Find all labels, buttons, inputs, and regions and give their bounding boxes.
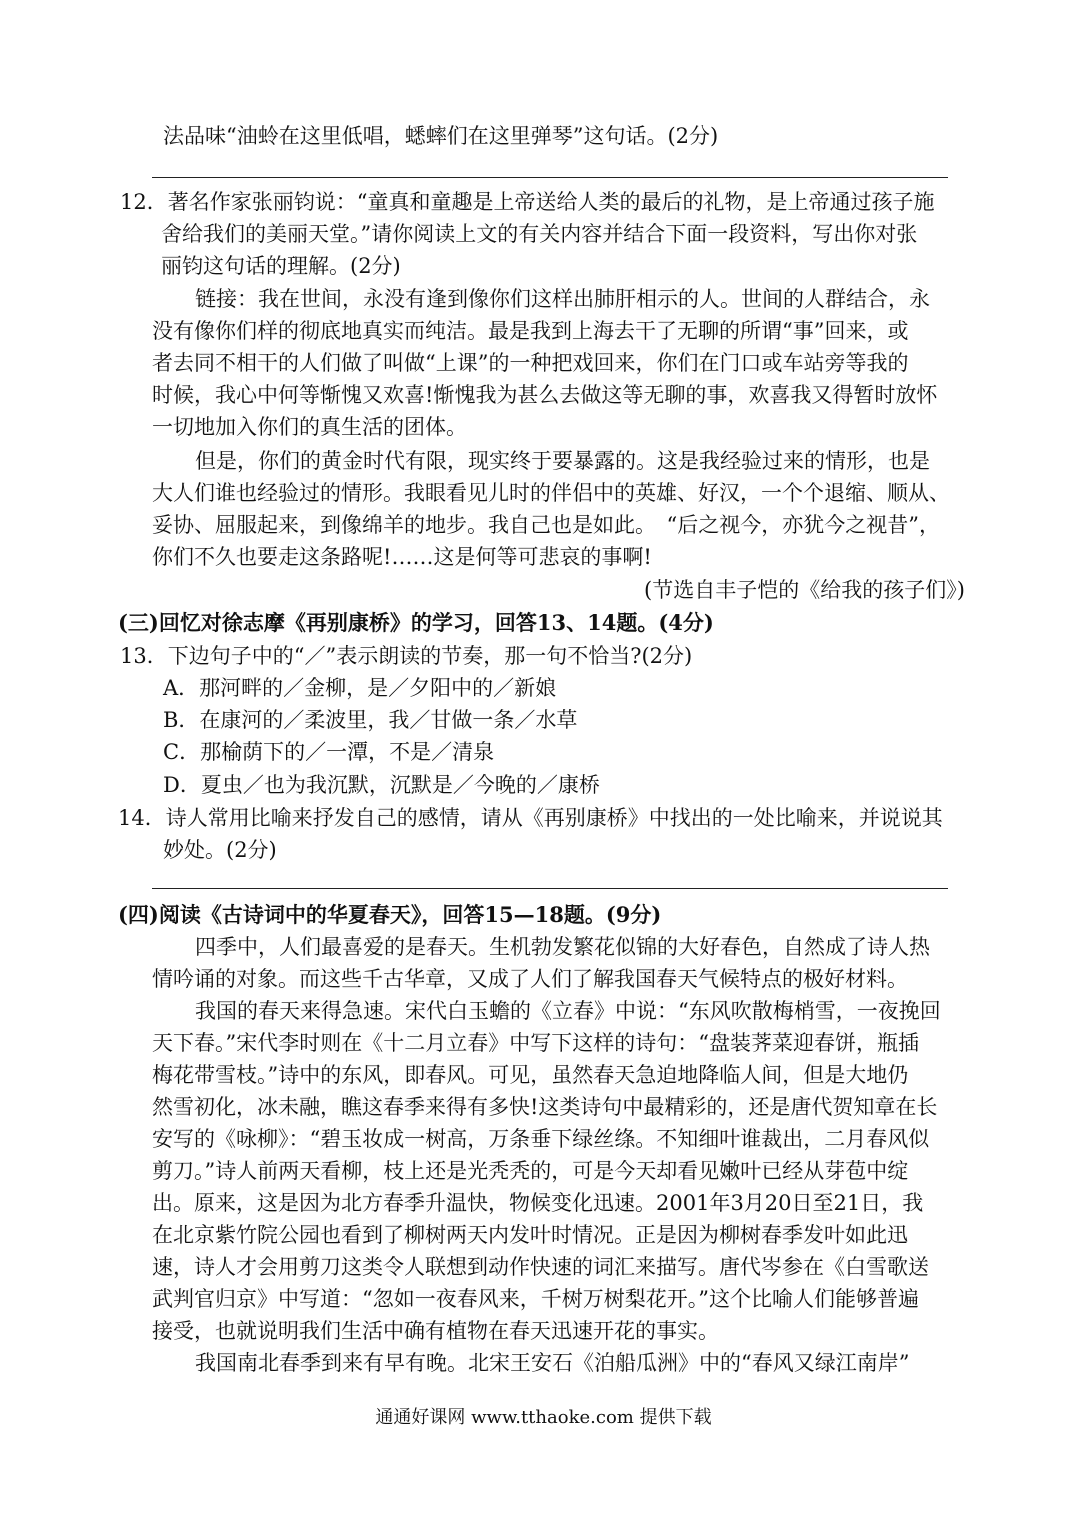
passage-line-4: 天下春。”宋代李时则在《十二月立春》中写下这样的诗句：“盘装荠菜迎春饼，瓶插 — [152, 1031, 919, 1055]
link-line-6: 但是，你们的黄金时代有限，现实终于要暴露的。这是我经验过来的情形，也是 — [195, 449, 930, 473]
q13-option-c: C．那榆荫下的／一潭，不是／清泉 — [163, 740, 495, 764]
q13-option-b: B．在康河的／柔波里，我／甘做一条／水草 — [163, 708, 578, 732]
passage-line-6: 然雪初化，冰未融，瞧这春季来得有多快!这类诗句中最精彩的，还是唐代贺知章在长 — [152, 1095, 938, 1119]
section4-heading: (四)阅读《古诗词中的华夏春天》，回答15—18题。(9分) — [118, 902, 662, 927]
passage-line-1: 四季中，人们最喜爱的是春天。生机勃发繁花似锦的大好春色，自然成了诗人热 — [195, 935, 930, 959]
q13-prompt: 13．下边句子中的“／”表示朗读的节奏，那一句不恰当?(2分) — [120, 644, 693, 668]
passage-line-10: 在北京紫竹院公园也看到了柳树两天内发叶时情况。正是因为柳树春季发叶如此迅 — [152, 1223, 908, 1247]
passage-line-12: 武判官归京》中写道：“忽如一夜春风来，千树万树梨花开。”这个比喻人们能够普遍 — [152, 1287, 919, 1311]
passage-line-14: 我国南北春季到来有早有晚。北宋王安石《泊船瓜洲》中的“春风又绿江南岸” — [195, 1351, 910, 1375]
answer-line-q14 — [152, 888, 948, 889]
source-citation: (节选自丰子恺的《给我的孩子们》) — [644, 578, 965, 602]
answer-line-q11 — [152, 177, 948, 178]
passage-line-3: 我国的春天来得急速。宋代白玉蟾的《立春》中说：“东风吹散梅梢雪，一夜挽回 — [195, 999, 941, 1023]
q13-option-d: D．夏虫／也为我沉默，沉默是／今晚的／康桥 — [163, 773, 600, 797]
link-line-4: 时候，我心中何等惭愧又欢喜!惭愧我为甚么去做这等无聊的事，欢喜我又得暂时放怀 — [152, 383, 938, 407]
link-line-3: 者去同不相干的人们做了叫做“上课”的一种把戏回来，你们在门口或车站旁等我的 — [152, 351, 909, 375]
q14-line-2: 妙处。(2分) — [163, 838, 277, 862]
q12-line-1: 12．著名作家张丽钧说：“童真和童趣是上帝送给人类的最后的礼物，是上帝通过孩子施 — [120, 190, 935, 214]
q14-line-1: 14．诗人常用比喻来抒发自己的感情，请从《再别康桥》中找出的一处比喻来，并说说其 — [118, 806, 943, 830]
link-line-5: 一切地加入你们的真生活的团体。 — [152, 415, 467, 439]
passage-line-13: 接受，也就说明我们生活中确有植物在春天迅速开花的事实。 — [152, 1319, 719, 1343]
link-line-9: 你们不久也要走这条路呢!……这是何等可悲哀的事啊! — [152, 545, 652, 569]
link-line-8: 妥协、屈服起来，到像绵羊的地步。我自己也是如此。 “后之视今，亦犹今之视昔”， — [152, 513, 940, 537]
passage-line-9: 出。原来，这是因为北方春季升温快，物候变化迅速。2001年3月20日至21日，我 — [152, 1191, 924, 1215]
link-line-2: 没有像你们样的彻底地真实而纯洁。最是我到上海去干了无聊的所谓“事”回来，或 — [152, 319, 909, 343]
page-footer: 通通好课网 www.tthaoke.com 提供下载 — [375, 1407, 712, 1428]
passage-line-5: 梅花带雪枝。”诗中的东风，即春风。可见，虽然春天急迫地降临人间，但是大地仍 — [152, 1063, 909, 1087]
link-line-7: 大人们谁也经验过的情形。我眼看见儿时的伴侣中的英雄、好汉，一个个退缩、顺从、 — [152, 481, 950, 505]
q12-line-2: 舍给我们的美丽天堂。”请你阅读上文的有关内容并结合下面一段资料，写出你对张 — [161, 222, 918, 246]
passage-line-7: 安写的《咏柳》：“碧玉妆成一树高，万条垂下绿丝绦。不知细叶谁裁出，二月春风似 — [152, 1127, 930, 1151]
q11-tail-line: 法品味“油蛉在这里低唱，蟋蟀们在这里弹琴”这句话。(2分) — [163, 124, 719, 148]
passage-line-11: 速，诗人才会用剪刀这类令人联想到动作快速的词汇来描写。唐代岑参在《白雪歌送 — [152, 1255, 929, 1279]
q12-line-3: 丽钧这句话的理解。(2分) — [161, 254, 401, 278]
section3-heading: (三)回忆对徐志摩《再别康桥》的学习，回答13、14题。(4分) — [118, 610, 714, 635]
passage-line-8: 剪刀。”诗人前两天看柳，枝上还是光秃秃的，可是今天却看见嫩叶已经从芽苞中绽 — [152, 1159, 909, 1183]
passage-line-2: 情吟诵的对象。而这些千古华章，又成了人们了解我国春天气候特点的极好材料。 — [152, 967, 908, 991]
q13-option-a: A．那河畔的／金柳，是／夕阳中的／新娘 — [163, 676, 557, 700]
link-line-1: 链接：我在世间，永没有逢到像你们这样出肺肝相示的人。世间的人群结合，永 — [195, 287, 930, 311]
